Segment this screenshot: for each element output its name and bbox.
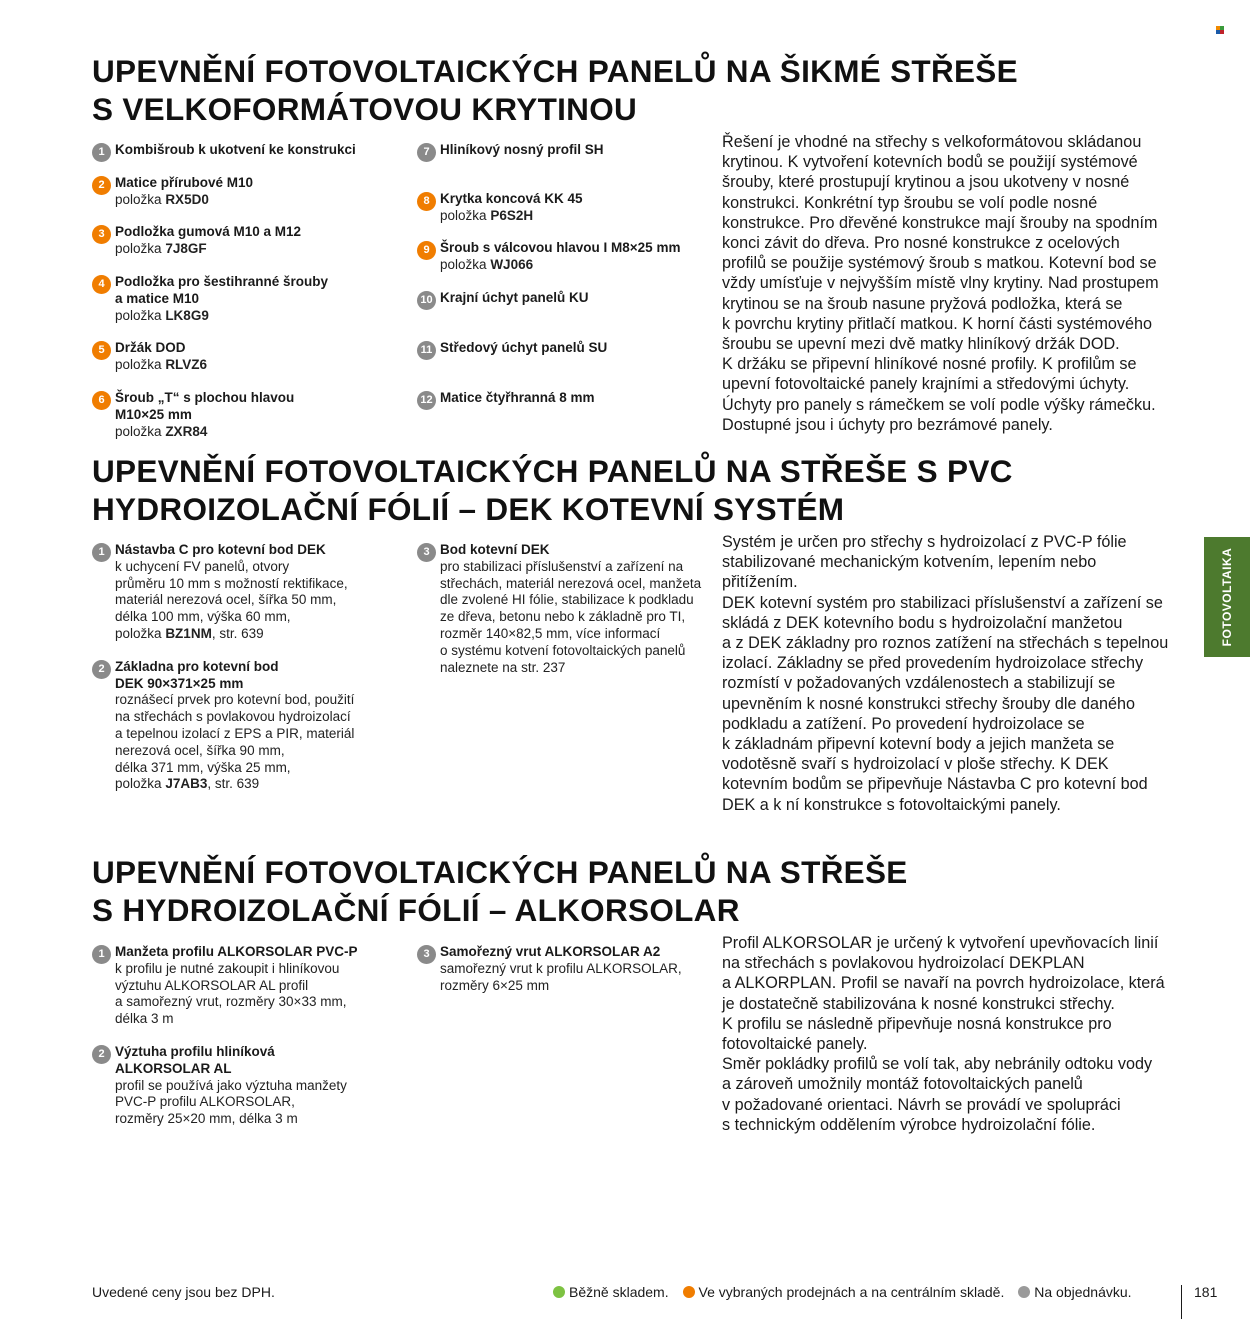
- brand-logo: [1216, 26, 1226, 34]
- number-badge: 11: [417, 341, 436, 360]
- list-item: 9 Šroub s válcovou hlavou I M8×25 mm položka WJ066: [417, 240, 717, 274]
- number-badge: 10: [417, 291, 436, 310]
- section-title: UPEVNĚNÍ FOTOVOLTAICKÝCH PANELŮ NA STŘEŠE S HYDROIZOLAČNÍ FÓLIÍ – ALKORSOLAR: [92, 854, 908, 928]
- parts-list-right: [417, 142, 717, 422]
- parts-list-left: [92, 142, 412, 456]
- number-badge: 8: [417, 192, 436, 211]
- list-item: 2 Základna pro kotevní bod DEK 90×371×25 mm roznášecí prvek pro kotevní bod, použití na střechách s povlakovou hydroizolací a tepelnou izolací z EPS a PIR, materiál nerezová ocel, šířka 90 mm, délka 371 mm, výška 25 mm, položka J7AB3, str. 639: [92, 659, 412, 793]
- list-item: 12 Matice čtyřhranná 8 mm: [417, 390, 717, 407]
- list-item: 6 Šroub „T“ s plochou hlavou M10×25 mm položka ZXR84: [92, 390, 412, 440]
- legend-item-in-stock: Běžně skladem.: [553, 1284, 669, 1300]
- list-item: 4 Podložka pro šestihranné šrouby a matice M10 položka LK8G9: [92, 274, 412, 324]
- parts-list-left: [92, 542, 412, 809]
- availability-legend: [553, 1283, 1132, 1301]
- number-badge: 2: [92, 1045, 111, 1064]
- page-number: 181: [1194, 1284, 1218, 1300]
- section-pitched-roof: [92, 52, 1202, 442]
- orange-dot-icon: [683, 1286, 695, 1298]
- number-badge: 3: [417, 945, 436, 964]
- list-item: 5 Držák DOD položka RLVZ6: [92, 340, 412, 374]
- list-item: 1 Nástavba C pro kotevní bod DEK k uchycení FV panelů, otvory průměru 10 mm s možností rektifikace, materiál nerezová ocel, šířka 50 mm, délka 100 mm, výška 60 mm, položka BZ1NM, str. 639: [92, 542, 412, 643]
- list-item: 11 Středový úchyt panelů SU: [417, 340, 717, 357]
- number-badge: 7: [417, 143, 436, 162]
- parts-list-right: [417, 542, 722, 692]
- number-badge: 1: [92, 143, 111, 162]
- section-description: Profil ALKORSOLAR je určený k vytvoření upevňovacích linií na střechách s povlakovou hydroizolací DEKPLAN a ALKORPLAN. Profil se navaří na povrch hydroizolace, která je dostatečně stabilizována k nosné konstrukci střechy. K profilu se následně připevňuje nosná konstrukce pro fotovoltaické panely. Směr pokládky profilů se volí tak, aby nebránily odtoku vody a zároveň umožnily montáž fotovoltaických panelů v požadované orientaci. Návrh se provádí ve spolupráci s technickým oddělením výrobce hydroizolační fólie.: [722, 934, 1165, 1134]
- list-item: 7 Hliníkový nosný profil SH: [417, 142, 717, 159]
- section-title: UPEVNĚNÍ FOTOVOLTAICKÝCH PANELŮ NA ŠIKMÉ STŘEŠE S VELKOFORMÁTOVOU KRYTINOU: [92, 53, 1018, 127]
- list-item: 2 Matice přírubové M10 položka RX5D0: [92, 175, 412, 209]
- number-badge: 3: [417, 543, 436, 562]
- number-badge: 3: [92, 225, 111, 244]
- section-description: Systém je určen pro střechy s hydroizolací z PVC-P fólie stabilizované mechanickým kotvením, lepením nebo přitížením. DEK kotevní systém pro stabilizaci příslušenství a zařízení se skládá z DEK kotevního bodu s hydroizolační manžetou a z DEK základny pro roznos zatížení na střechách s tepelnou izolací. Základny se před provedením hydroizolace střechy rozmístí v požadovaných vzdálenostech a stabilizují se upevněním k nosné konstrukci střechy šrouby dle daného podkladu a zatížení. Po provedení hydroizolace se k základnám připevní kotevní body a jejich manžeta se vodotěsně svaří s hydroizolací v ploše střechy. K DEK kotevním bodům se připevňuje Nástavba C pro kotevní bod DEK a k ní konstrukce s fotovoltaickými panely.: [722, 533, 1169, 814]
- category-side-tab: FOTOVOLTAIKA: [1204, 537, 1250, 657]
- list-item: 1 Kombišroub k ukotvení ke konstrukci: [92, 142, 412, 159]
- number-badge: 9: [417, 241, 436, 260]
- parts-list-right: [417, 944, 717, 1010]
- number-badge: 1: [92, 543, 111, 562]
- number-badge: 4: [92, 275, 111, 294]
- section-title: UPEVNĚNÍ FOTOVOLTAICKÝCH PANELŮ NA STŘEŠE S PVC HYDROIZOLAČNÍ FÓLIÍ – DEK KOTEVNÍ SYSTÉM: [92, 453, 1013, 527]
- grey-dot-icon: [1018, 1286, 1030, 1298]
- section-description: Řešení je vhodné na střechy s velkoformátovou skládanou krytinou. K vytvoření kotevních bodů se použijí systémové šrouby, které prostupují krytinou a jsou ukotveny v nosné konstrukci. Konkrétní typ šroubu se volí podle nosné konstrukce. Pro dřevěné konstrukce mají šrouby na spodním konci závit do dřeva. Pro nosné konstrukce z ocelových profilů se použije systémový šroub s matkou. Kotevní bod se vždy umísťuje v nejvyšším místě vlny krytiny. Nad prostupem krytinou se na šroub nasune pryžová podložka, která se k povrchu krytiny přitlačí matkou. K horní části systémového šroubu se upevní mezi dvě matky hliníkový držák DOD. K držáku se připevní hliníkové nosné profily. K profilům se upevní fotovoltaické panely krajními a středovými úchyty. Úchyty pro panely s rámečkem se volí podle výšky rámečku. Dostupné jsou i úchyty pro bezrámové panely.: [722, 133, 1159, 434]
- section-alkorsolar: [92, 853, 1202, 1153]
- list-item: 2 Výztuha profilu hliníková ALKORSOLAR AL profil se používá jako výztuha manžety PVC-P profilu ALKORSOLAR, rozměry 25×20 mm, délka 3 m: [92, 1044, 412, 1128]
- parts-list-left: [92, 944, 412, 1144]
- number-badge: 2: [92, 660, 111, 679]
- list-item: 3 Bod kotevní DEK pro stabilizaci příslušenství a zařízení na střechách, materiál nerezová ocel, manžeta dle zvolené HI fólie, stabilizace k podkladu ze dřeva, betonu nebo k základně pro TI, rozměr 140×82,5 mm, více informací o systému kotvení fotovoltaických panelů naleznete na str. 237: [417, 542, 722, 676]
- footer-note: Uvedené ceny jsou bez DPH.: [92, 1284, 275, 1300]
- list-item: 8 Krytka koncová KK 45 položka P6S2H: [417, 191, 717, 225]
- legend-item-on-order: Na objednávku.: [1018, 1284, 1131, 1300]
- list-item: 3 Samořezný vrut ALKORSOLAR A2 samořezný vrut k profilu ALKORSOLAR, rozměry 6×25 mm: [417, 944, 717, 994]
- list-item: 10 Krajní úchyt panelů KU: [417, 290, 717, 307]
- section-pvc-dek: [92, 452, 1202, 832]
- legend-item-selected-stores: Ve vybraných prodejnách a na centrálním skladě.: [683, 1284, 1005, 1300]
- number-badge: 6: [92, 391, 111, 410]
- green-dot-icon: [553, 1286, 565, 1298]
- number-badge: 12: [417, 391, 436, 410]
- number-badge: 5: [92, 341, 111, 360]
- number-badge: 2: [92, 176, 111, 195]
- list-item: 1 Manžeta profilu ALKORSOLAR PVC-P k profilu je nutné zakoupit i hliníkovou výztuhu ALKORSOLAR AL profil a samořezný vrut, rozměry 30×33 mm, délka 3 m: [92, 944, 412, 1028]
- footer-divider: [1181, 1285, 1182, 1319]
- number-badge: 1: [92, 945, 111, 964]
- list-item: 3 Podložka gumová M10 a M12 položka 7J8GF: [92, 224, 412, 258]
